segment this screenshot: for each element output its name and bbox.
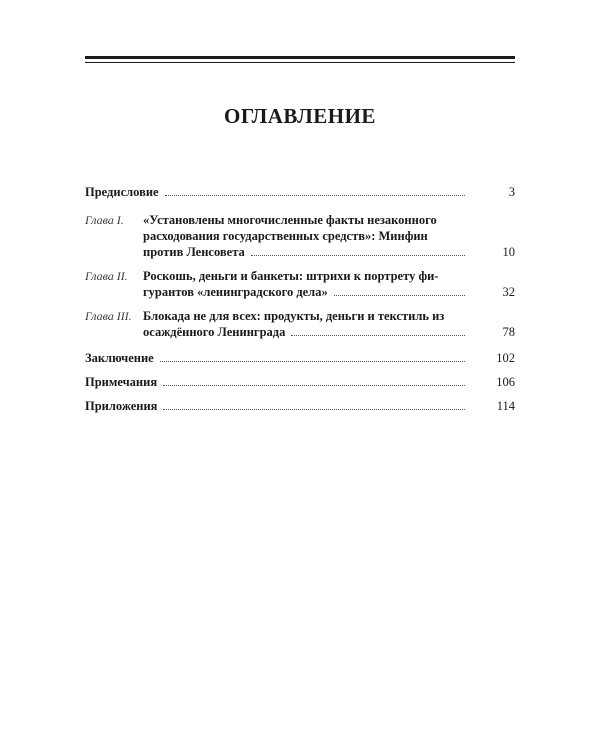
- toc-entry-chapter-3[interactable]: [85, 308, 515, 340]
- header-rule-thin: [85, 62, 515, 63]
- toc-page-number: 114: [496, 399, 515, 413]
- dot-leader: [165, 195, 465, 196]
- page-title: ОГЛАВЛЕНИЕ: [224, 104, 376, 128]
- toc-entry-title: Примечания: [85, 375, 158, 389]
- chapter-label: Глава II.: [85, 269, 128, 283]
- toc-entry-title: Предисловие: [85, 185, 159, 199]
- chapter-label: Глава III.: [85, 309, 132, 323]
- table-of-contents: [85, 184, 515, 422]
- chapter-label: Глава I.: [85, 213, 124, 227]
- toc-entry-title: Приложения: [85, 399, 158, 413]
- chapter-title-line: против Ленсовета: [143, 245, 245, 259]
- toc-page-number: 106: [496, 375, 515, 389]
- toc-page-number: 3: [508, 185, 515, 199]
- dot-leader: [160, 361, 465, 362]
- toc-page-number: 78: [502, 325, 515, 339]
- toc-entry-notes[interactable]: [85, 374, 515, 390]
- dot-leader: [163, 409, 465, 410]
- toc-entry-appendices[interactable]: [85, 398, 515, 414]
- toc-entry-conclusion[interactable]: [85, 350, 515, 366]
- dot-leader: [251, 255, 465, 256]
- header-rule-thick: [85, 56, 515, 59]
- toc-entry-preface[interactable]: [85, 184, 515, 200]
- chapter-title-line: Роскошь, деньги и банкеты: штрихи к портрету фи-: [143, 269, 439, 283]
- dot-leader: [334, 295, 465, 296]
- chapter-title-line: осаждённого Ленинграда: [143, 325, 286, 339]
- chapter-title-line: гурантов «ленинградского дела»: [143, 285, 328, 299]
- toc-page-number: 10: [502, 245, 515, 259]
- toc-entry-chapter-1[interactable]: [85, 212, 515, 260]
- toc-page-number: 102: [496, 351, 515, 365]
- chapter-title-line: «Установлены многочисленные факты незаконного: [143, 213, 437, 227]
- toc-entry-chapter-2[interactable]: [85, 268, 515, 300]
- toc-entry-title: Заключение: [85, 351, 154, 365]
- dot-leader: [163, 385, 465, 386]
- dot-leader: [291, 335, 465, 336]
- toc-page-number: 32: [502, 285, 515, 299]
- chapter-title-line: расходования государственных средств»: Минфин: [143, 229, 428, 243]
- chapter-title-line: Блокада не для всех: продукты, деньги и текстиль из: [143, 309, 445, 323]
